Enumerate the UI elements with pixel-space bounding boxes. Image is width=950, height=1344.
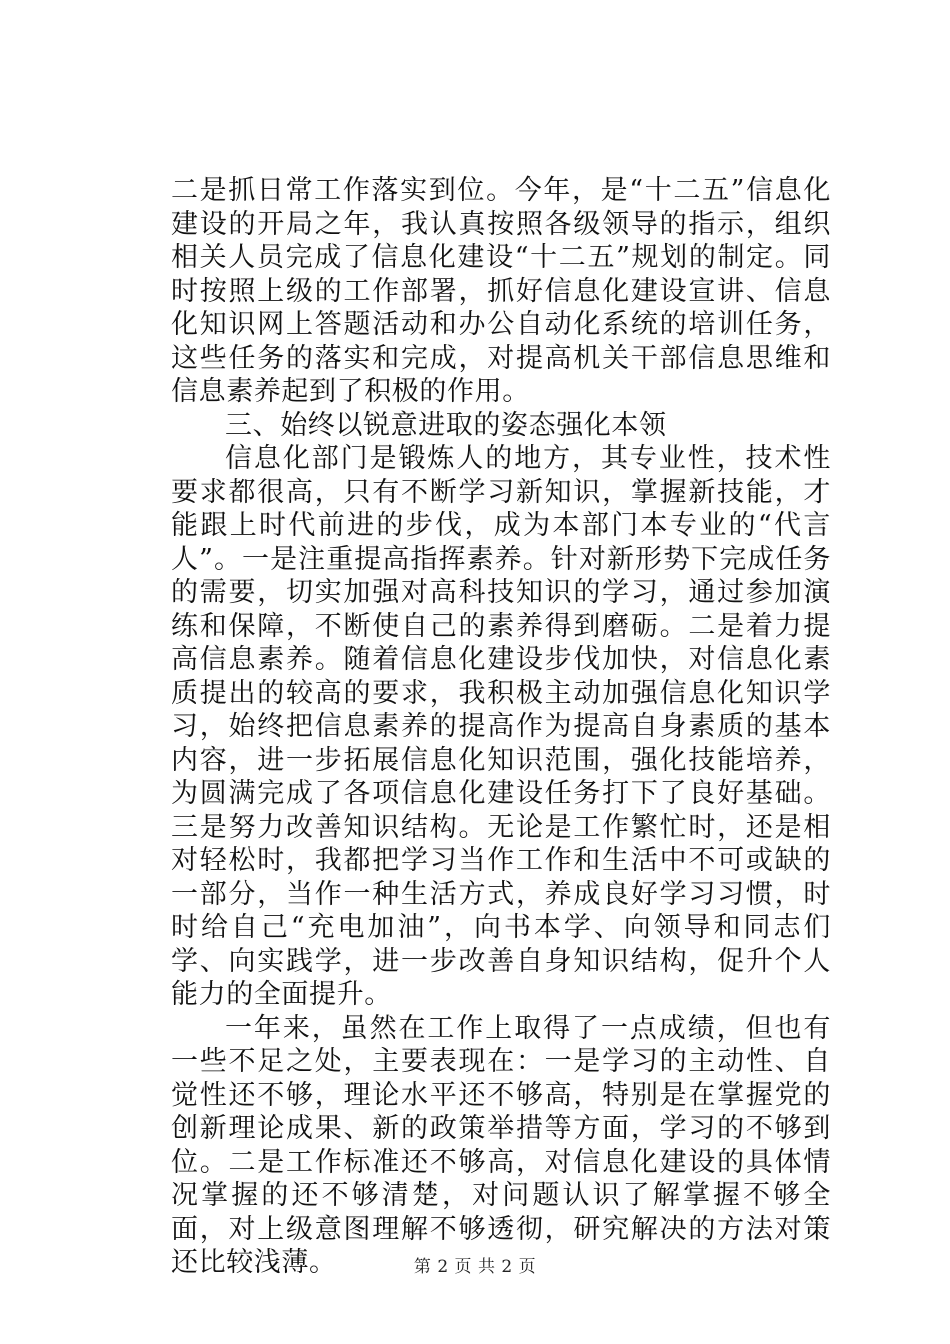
paragraph-daily-work: 二是抓日常工作落实到位。今年，是“十二五”信息化建设的开局之年，我认真按照各级领导的指示，组织相关人员完成了信息化建设“十二五”规划的制定。同时按照上级的工作部署，抓好信息化建设宣讲、信息化知识网上答题活动和办公自动化系统的培训任务，这些任务的落实和完成，对提高机关干部信息思维和信息素养起到了积极的作用。 [171, 175, 831, 407]
document-body [171, 174, 831, 1280]
page-number-footer: 第 2 页 共 2 页 [413, 1257, 537, 1277]
section-heading-three: 三、始终以锐意进取的姿态强化本领 [225, 409, 667, 441]
paragraph-skills: 信息化部门是锻炼人的地方，其专业性，技术性要求都很高，只有不断学习新知识，掌握新技能，才能跟上时代前进的步伐，成为本部门本专业的“代言人”。一是注重提高指挥素养。针对新形势下完成任务的需要，切实加强对高科技知识的学习，通过参加演练和保障，不断使自己的素养得到磨砺。二是着力提高信息素养。随着信息化建设步伐加快，对信息化素质提出的较高的要求，我积极主动加强信息化知识学习，始终把信息素养的提高作为提高自身素质的基本内容，进一步拓展信息化知识范围，强化技能培养，为圆满完成了各项信息化建设任务打下了良好基础。三是努力改善知识结构。无论是工作繁忙时，还是相对轻松时，我都把学习当作工作和生活中不可或缺的一部分，当作一种生活方式，养成良好学习习惯，时时给自己“充电加油”，向书本学、向领导和同志们学、向实践学，进一步改善自身知识结构，促升个人能力的全面提升。 [171, 443, 831, 1010]
paragraph-shortcomings: 一年来，虽然在工作上取得了一点成绩，但也有一些不足之处，主要表现在：一是学习的主动性、自觉性还不够，理论水平还不够高，特别是在掌握党的创新理论成果、新的政策举措等方面，学习的不够到位。二是工作标准还不够高，对信息化建设的具体情况掌握的还不够清楚，对问题认识了解掌握不够全面，对上级意图理解不够透彻，研究解决的方法对策还比较浅薄。 [171, 1012, 831, 1278]
